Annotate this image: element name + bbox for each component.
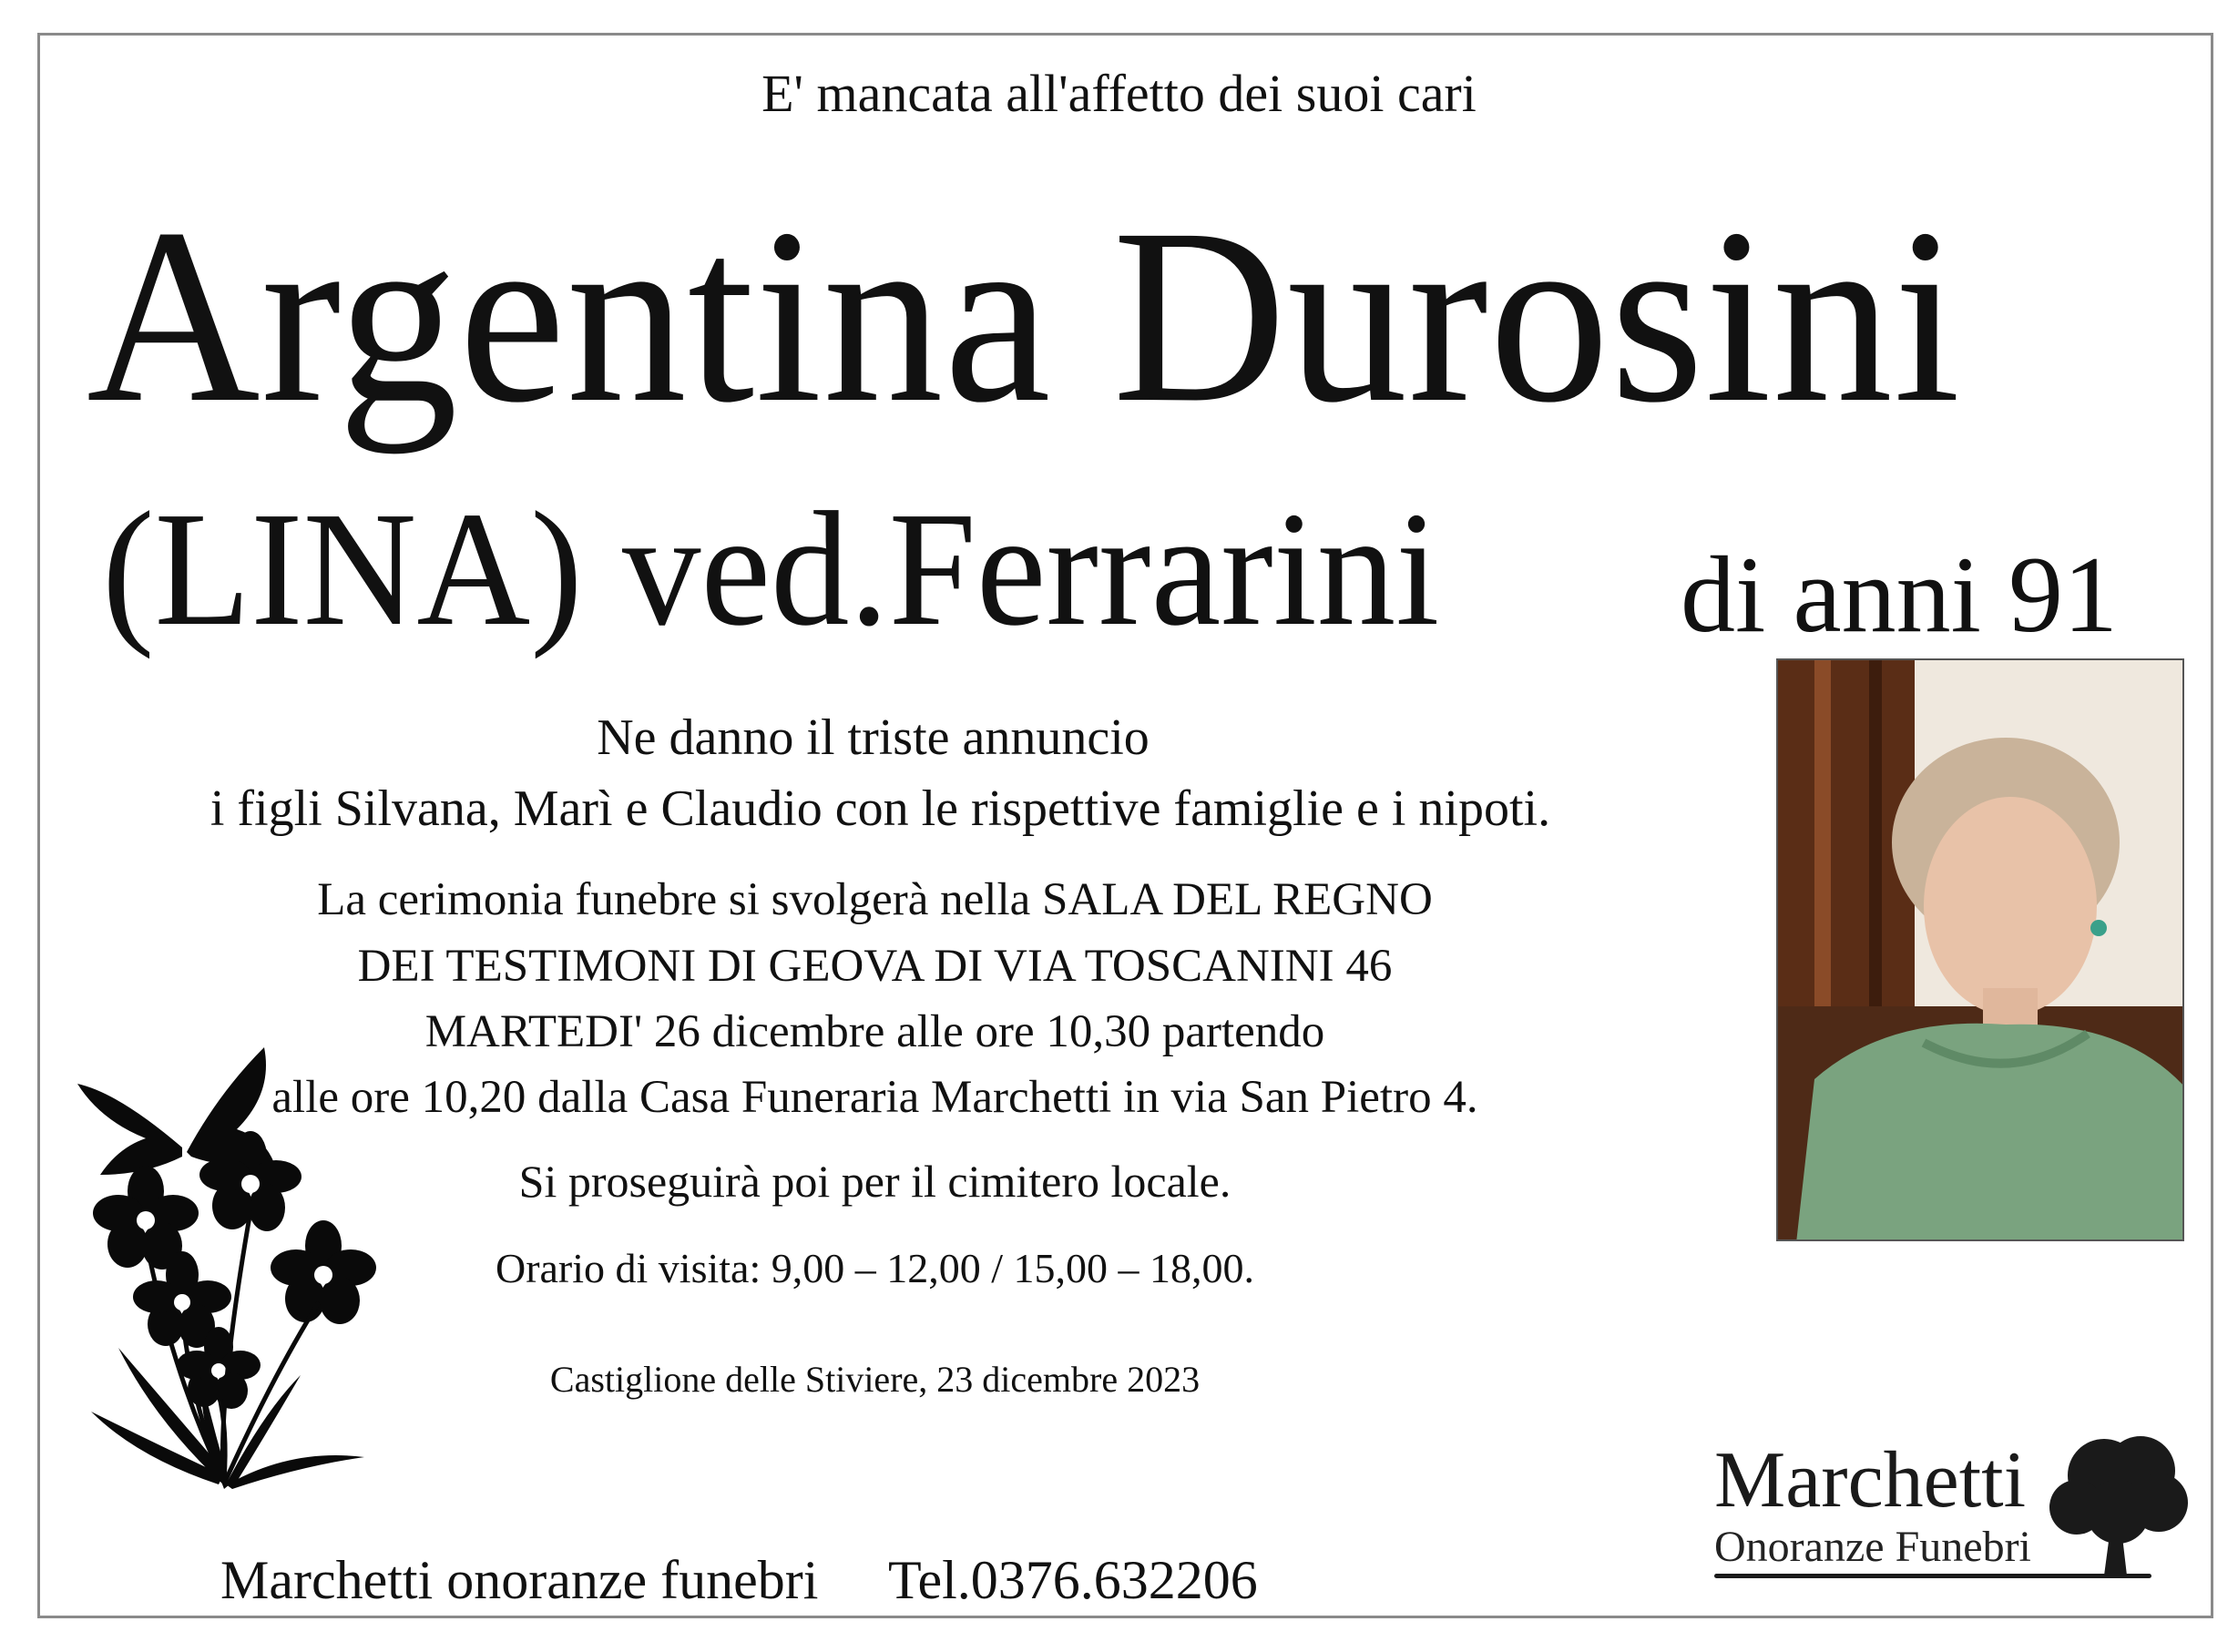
footer-phone: Tel.0376.632206 [888,1550,1258,1610]
ceremony-line-1: La cerimonia funebre si svolgerà nella SALA DEL REGNO [317,874,1433,925]
ceremony-line-3: MARTEDI' 26 dicembre alle ore 10,30 partendo [424,1006,1325,1057]
continuation-line: Si proseguirà poi per il cimitero locale. [518,1156,1231,1207]
logo-underline [1714,1574,2151,1578]
footer-company: Marchetti onoranze funebri [220,1550,819,1610]
flowers-butterfly-icon [64,1029,392,1494]
deceased-name: Argentina Durosini [87,178,1962,454]
deceased-age: di anni 91 [1681,534,2118,655]
portrait-illustration [1778,660,2184,1241]
deceased-photo [1776,658,2184,1241]
tree-icon [2040,1430,2191,1585]
intro-line: E' mancata all'affetto dei suoi cari [761,64,1477,123]
ceremony-line-2: DEI TESTIMONI DI GEOVA DI VIA TOSCANINI 46 [357,941,1393,992]
logo-subtitle: Onoranze Funebri [1714,1523,2031,1571]
visiting-hours: Orario di visita: 9,00 – 12,00 / 15,00 – 18,00. [495,1245,1255,1291]
announcement-line-1: Ne danno il triste annuncio [597,709,1150,766]
ceremony-line-4: alle ore 10,20 dalla Casa Funeraria Marchetti in via San Pietro 4. [271,1072,1478,1123]
place-date: Castiglione delle Stiviere, 23 dicembre 2023 [549,1359,1201,1400]
announcement-line-2: i figli Silvana, Marì e Claudio con le rispettive famiglie e i nipoti. [209,780,1551,837]
deceased-nickname: (LINA) ved.Ferrarini [102,478,1440,659]
logo-name: Marchetti [1714,1436,2027,1525]
